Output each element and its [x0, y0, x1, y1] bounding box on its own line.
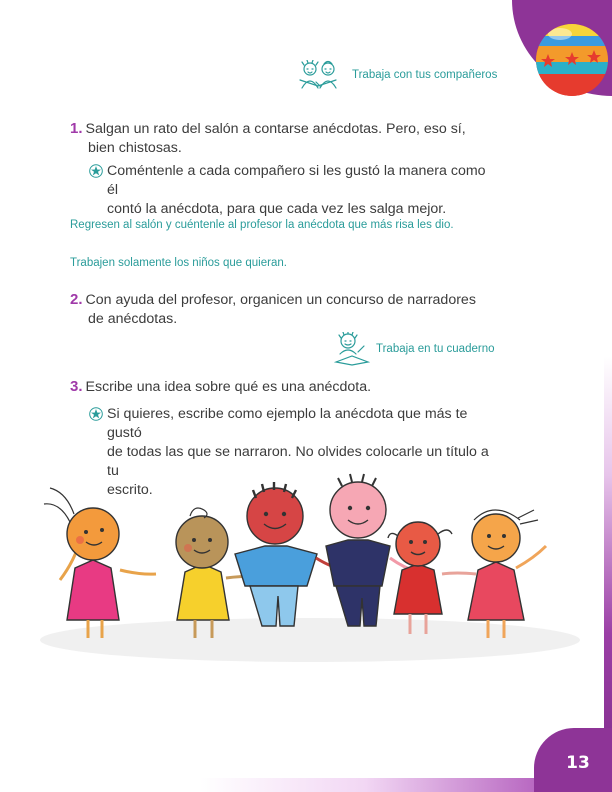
- item-text-line: Salgan un rato del salón a contarse anécdotas. Pero, eso sí,: [85, 121, 466, 137]
- group-work-label-text: Trabaja con tus compañeros: [352, 69, 498, 81]
- instruction-note-2: Trabajen solamente los niños que quieran.: [70, 257, 287, 269]
- child-writing-icon: [334, 332, 370, 366]
- item-text-line: Escribe una idea sobre qué es una anécdota.: [85, 379, 372, 395]
- item-number: 3.: [70, 378, 83, 395]
- star-bullet-icon: [89, 164, 103, 178]
- instruction-note-1: Regresen al salón y cuéntenle al profesor la anécdota que más risa les dio.: [70, 219, 454, 231]
- notebook-work-label: [334, 332, 495, 366]
- notebook-work-label-text: Trabaja en tu cuaderno: [376, 343, 495, 355]
- item-text-line: de anécdotas.: [88, 311, 178, 327]
- activity-subitem-1: [89, 162, 489, 219]
- activity-item-3: [70, 377, 490, 397]
- item-text-line: bien chistosas.: [88, 140, 182, 156]
- subitem-text-line: Si quieres, escribe como ejemplo la anécdota que más te gustó: [107, 406, 468, 441]
- item-number: 2.: [70, 291, 83, 308]
- activity-item-2: [70, 290, 490, 329]
- page-number: 13: [534, 728, 612, 792]
- subitem-text-line: Coméntenle a cada compañero si les gustó la manera como él: [107, 163, 486, 198]
- group-work-label: [298, 60, 497, 90]
- item-text-line: Con ayuda del profesor, organicen un concurso de narradores: [85, 292, 476, 308]
- subitem-text-line: contó la anécdota, para que cada vez les salga mejor.: [107, 201, 447, 217]
- subitem-text-line: escrito.: [107, 482, 153, 498]
- kids-drawing-icon: [298, 60, 346, 90]
- ball-illustration: [534, 22, 610, 98]
- activity-item-1: [70, 119, 490, 158]
- page-edge-right: [604, 0, 612, 792]
- subitem-text-line: de todas las que se narraron. No olvides colocarle un título a tu: [107, 444, 489, 479]
- child-figure: [388, 522, 476, 634]
- star-bullet-icon: [89, 407, 103, 421]
- child-figure: [468, 510, 546, 638]
- children-holding-hands-illustration: [30, 470, 590, 670]
- item-number: 1.: [70, 120, 83, 137]
- child-figure: [44, 488, 156, 638]
